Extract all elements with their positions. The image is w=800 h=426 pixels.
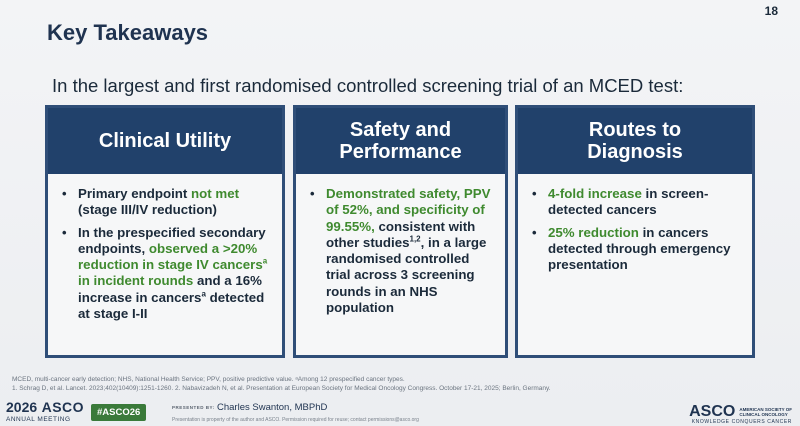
bullet-text: consistent with other studies [326,218,476,250]
bullet-list [296,174,505,316]
panel-clinical-utility [45,105,285,358]
page-number: 18 [764,4,778,18]
bullet-dot-icon: • [62,186,67,201]
asco-logo-sub1: AMERICAN SOCIETY OF [739,407,792,412]
bullet-text: 25% reduction [548,224,639,240]
bullet-dot-icon: • [310,186,315,201]
bullet-text: Demonstrated safety, PPV of 52%, and specificity of 99.55%, [326,186,491,234]
bullet-text: in cancers detected through emergency presentation [548,224,731,273]
presenter-name: Charles Swanton, MBPhD [217,402,328,413]
bullet-text: detected at stage I-II [78,289,265,322]
panel-safety-performance [293,105,508,358]
slide-title: Key Takeaways [47,20,209,45]
bullet-text: 4-fold increase [548,186,642,201]
panel-header-line2: Diagnosis [587,141,683,163]
footnote-abbreviations: MCED, multi-cancer early detection; NHS, National Health Service; PPV, positive predictive value. ᵃAmong 12 prespecified cancer types. [12,376,405,383]
bullet-item [530,225,744,274]
bullet-item [60,186,274,219]
bullet-text: (stage III/IV reduction) [78,202,217,218]
bullet-text: In the prespecified secondary endpoints, [78,224,266,256]
asco-annual-meeting-logo [6,399,84,423]
panel-routes-to-diagnosis [515,105,755,358]
bullet-dot-icon: • [62,224,67,240]
bullet-text: and a 16% increase in cancers [78,273,262,305]
panel-header [48,108,282,174]
panel-header-line1: Clinical Utility [98,130,232,152]
superscript: a [201,289,206,299]
bullet-text: , in a large randomised controlled trial across 3 screening rounds in an NHS population [326,234,487,316]
asco-tagline: KNOWLEDGE CONQUERS CANCER [691,419,792,425]
meeting-label: ANNUAL MEETING [6,416,71,423]
slide-subtitle: In the largest and first randomised controlled screening trial of an MCED test: [52,75,684,96]
meeting-year: 2026 [6,399,38,415]
footnote-references: 1. Schrag D, et al. Lancet. 2023;402(10409):1251-1260. 2. Nabavizadeh N, et al. Presentation at European Society for Medical Oncology Congress. October 17-21, 2025; Berlin, Germany. [12,385,551,392]
asco-logo-text: ASCO [689,403,736,420]
bullet-dot-icon: • [532,224,537,240]
bullet-text: in screen-detected cancers [548,186,709,218]
bullet-dot-icon: • [532,186,537,201]
presented-by-label: PRESENTED BY: [172,405,215,410]
bullet-text: not met [191,186,240,201]
panel-header [518,108,752,174]
bullet-item [60,225,274,323]
panel-header-line1: Safety and [349,119,452,141]
disclaimer: Presentation is property of the author and ASCO. Permission required for reuse; contact permissions@asco.org [172,417,419,423]
bullet-item [308,186,497,316]
bullet-text: in incident rounds [78,273,194,289]
asco-logo-subtext [739,407,792,417]
superscript: 1,2 [409,234,421,244]
footer [0,397,800,426]
superscript: a [262,256,268,266]
bullet-text: Primary endpoint [78,186,192,201]
bullet-text: observed a >20% reduction in stage IV cancers [78,240,263,273]
bullet-list [48,174,282,322]
panel-header-line1: Routes to [588,119,682,141]
panel-header-line2: Performance [339,141,462,163]
hashtag-badge: #ASCO26 [91,404,146,421]
bullet-list [518,174,752,273]
meeting-org: ASCO [41,399,85,415]
bullet-item [530,186,744,219]
panel-header [296,108,505,174]
asco-logo-sub2: CLINICAL ONCOLOGY [739,412,788,417]
footnotes [12,375,551,393]
